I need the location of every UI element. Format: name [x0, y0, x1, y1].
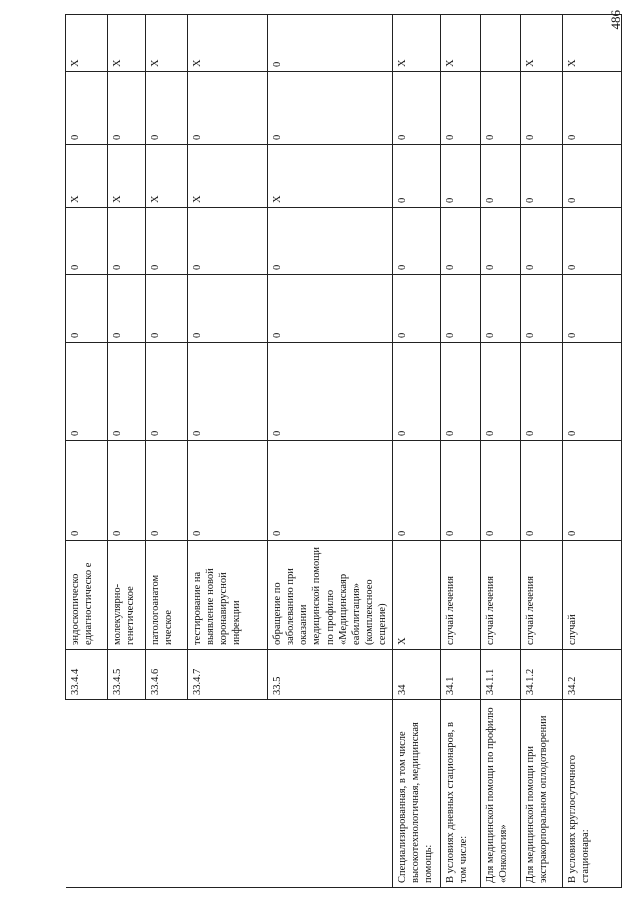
value-cell: 0 — [66, 441, 108, 541]
row-unit-cell: эндоскопическо едиагностическо е — [66, 541, 108, 650]
value-cell: 0 — [481, 343, 521, 441]
value-cell: X — [441, 15, 481, 72]
table-row — [441, 15, 481, 888]
row-unit-cell: тестирование на выявление новой коронавирусной инфекции — [188, 541, 268, 650]
value-cell: 0 — [481, 208, 521, 275]
value-cell: 0 — [188, 343, 268, 441]
data-table — [65, 14, 622, 888]
value-cell: 0 — [66, 72, 108, 145]
row-unit-cell: обращение по заболеванию при оказании медицинской помощи по профилю «Медицинскаяр еабилитация» (комплексноео сещение) — [268, 541, 393, 650]
table-row — [521, 15, 563, 888]
value-cell: 0 — [188, 72, 268, 145]
value-cell: 0 — [268, 441, 393, 541]
row-code-cell: 33.4.5 — [108, 650, 146, 700]
value-cell: 0 — [441, 343, 481, 441]
row-code-cell: 34.1.2 — [521, 650, 563, 700]
value-cell: 0 — [441, 275, 481, 343]
row-name-cell: В условиях круглосуточного стационара: — [563, 700, 622, 888]
value-cell: X — [66, 15, 108, 72]
row-code-cell: 34.2 — [563, 650, 622, 700]
value-cell: X — [393, 15, 441, 72]
value-cell: 0 — [441, 145, 481, 208]
value-cell: 0 — [188, 208, 268, 275]
value-cell: 0 — [146, 208, 188, 275]
value-cell: 0 — [563, 441, 622, 541]
value-cell: 0 — [481, 441, 521, 541]
row-code-cell: 33.4.4 — [66, 650, 108, 700]
value-cell: 0 — [393, 343, 441, 441]
row-unit-cell: случай лечения — [481, 541, 521, 650]
value-cell: 0 — [521, 208, 563, 275]
value-cell: 0 — [521, 145, 563, 208]
row-name-cell: В условиях дневных стационаров, в том числе: — [441, 700, 481, 888]
value-cell: 0 — [268, 275, 393, 343]
row-code-cell: 33.4.6 — [146, 650, 188, 700]
value-cell: 0 — [563, 275, 622, 343]
table-row — [66, 15, 108, 888]
value-cell: 0 — [146, 343, 188, 441]
value-cell: 0 — [441, 72, 481, 145]
row-name-cell: Специализированная, в том числе высокотехнологичная, медицинская помощь: — [393, 700, 441, 888]
value-cell: 0 — [441, 208, 481, 275]
value-cell: 0 — [146, 275, 188, 343]
value-cell: 0 — [563, 145, 622, 208]
value-cell: X — [188, 145, 268, 208]
table-row — [108, 15, 146, 888]
value-cell: 0 — [563, 208, 622, 275]
value-cell: X — [146, 15, 188, 72]
value-cell: 0 — [393, 145, 441, 208]
value-cell: 0 — [268, 15, 393, 72]
table-row — [563, 15, 622, 888]
value-cell: 0 — [108, 343, 146, 441]
value-cell: 0 — [481, 72, 521, 145]
value-cell: X — [108, 145, 146, 208]
value-cell: 0 — [146, 441, 188, 541]
value-cell: 0 — [188, 275, 268, 343]
value-cell: 0 — [66, 343, 108, 441]
value-cell: 0 — [521, 72, 563, 145]
row-unit-cell: патологоанатом ическое — [146, 541, 188, 650]
row-unit-cell: случай лечения — [521, 541, 563, 650]
row-unit-cell: молекулярно-генетическое — [108, 541, 146, 650]
value-cell: X — [268, 145, 393, 208]
value-cell: 0 — [441, 441, 481, 541]
value-cell: X — [188, 15, 268, 72]
row-name-cell: Для медицинской помощи по профилю «Онкология» — [481, 700, 521, 888]
row-code-cell: 33.4.7 — [188, 650, 268, 700]
table-row — [146, 15, 188, 888]
value-cell: 0 — [393, 208, 441, 275]
value-cell: X — [563, 15, 622, 72]
row-code-cell: 34 — [393, 650, 441, 700]
row-code-cell: 34.1 — [441, 650, 481, 700]
table-container — [65, 15, 620, 888]
value-cell: 0 — [108, 208, 146, 275]
value-cell: 0 — [268, 208, 393, 275]
value-cell: 0 — [108, 441, 146, 541]
row-name-cell — [188, 700, 268, 888]
value-cell: 0 — [393, 441, 441, 541]
value-cell: X — [146, 145, 188, 208]
row-code-cell: 33.5 — [268, 650, 393, 700]
value-cell: 0 — [393, 275, 441, 343]
value-cell: 0 — [481, 275, 521, 343]
value-cell: 0 — [146, 72, 188, 145]
value-cell: 0 — [393, 72, 441, 145]
row-unit-cell: X — [393, 541, 441, 650]
row-name-cell — [268, 700, 393, 888]
value-cell — [481, 15, 521, 72]
value-cell: 0 — [521, 441, 563, 541]
row-name-cell: Для медицинской помощи при экстракорпоральном оплодотворении — [521, 700, 563, 888]
row-name-cell — [108, 700, 146, 888]
value-cell: X — [108, 15, 146, 72]
value-cell: 0 — [108, 72, 146, 145]
value-cell: 0 — [563, 343, 622, 441]
row-unit-cell: случай лечения — [441, 541, 481, 650]
value-cell: 0 — [481, 145, 521, 208]
value-cell: 0 — [66, 275, 108, 343]
value-cell: 0 — [108, 275, 146, 343]
value-cell: X — [66, 145, 108, 208]
table-row — [188, 15, 268, 888]
value-cell: X — [521, 15, 563, 72]
value-cell: 0 — [188, 441, 268, 541]
row-name-cell — [66, 700, 108, 888]
value-cell: 0 — [66, 208, 108, 275]
table-row — [481, 15, 521, 888]
value-cell: 0 — [563, 72, 622, 145]
value-cell: 0 — [268, 72, 393, 145]
value-cell: 0 — [521, 343, 563, 441]
value-cell: 0 — [521, 275, 563, 343]
table-row — [393, 15, 441, 888]
table-row — [268, 15, 393, 888]
page-number: 486 — [608, 10, 623, 30]
row-name-cell — [146, 700, 188, 888]
row-unit-cell: случай — [563, 541, 622, 650]
value-cell: 0 — [268, 343, 393, 441]
row-code-cell: 34.1.1 — [481, 650, 521, 700]
